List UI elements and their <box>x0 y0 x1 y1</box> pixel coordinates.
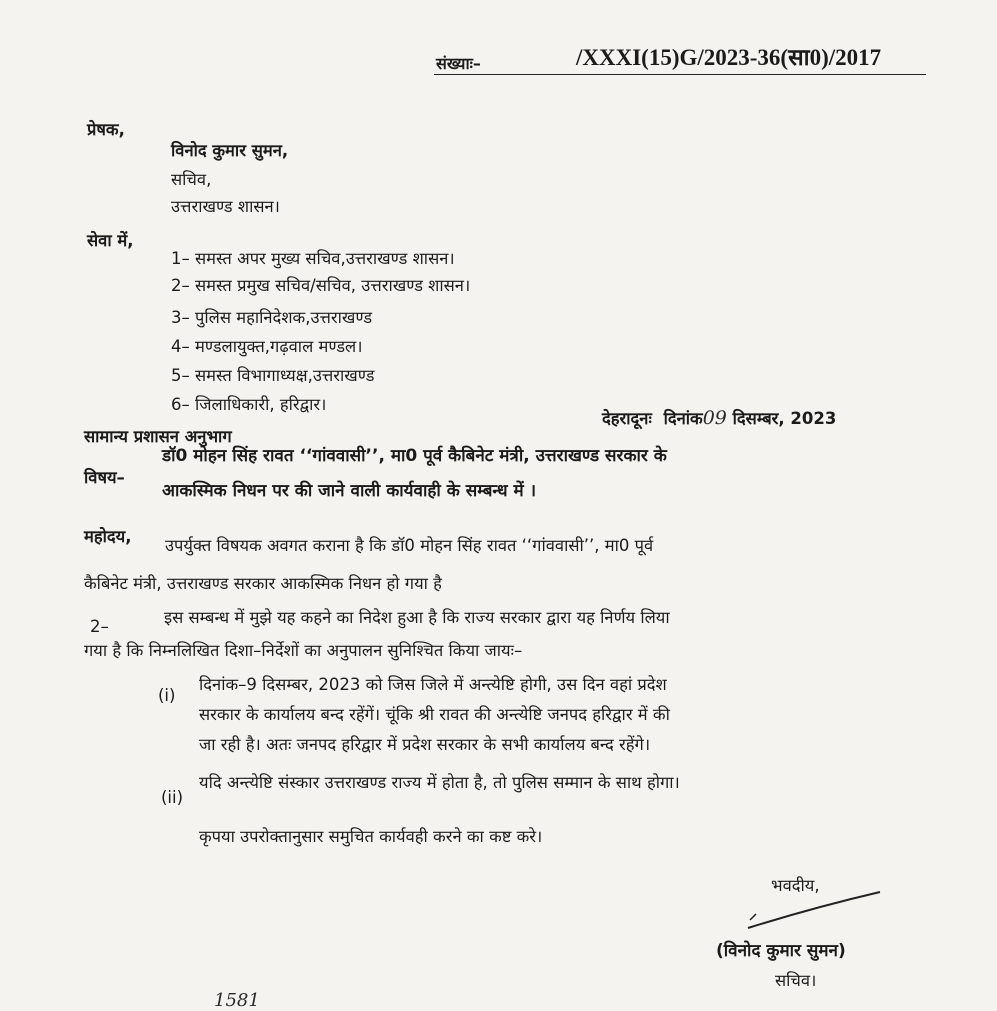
recipient-item: 3– पुलिस महानिदेशक,उत्तराखण्ड <box>171 308 373 327</box>
item2-number: (ii) <box>161 788 184 807</box>
valediction: भवदीय, <box>771 876 820 895</box>
item1-line-3: जा रही है। अतः जनपद हरिद्वार में प्रदेश सरकार के सभी कार्यालय बन्द रहेंगे। <box>199 735 651 754</box>
para2-line-2: गया है कि निम्नलिखित दिशा–निर्देशों का अनुपालन सुनिश्चित किया जायः– <box>84 641 523 660</box>
closing-request: कृपया उपरोक्तानुसार समुचित कार्यवही करने का कष्ट करे। <box>199 827 543 846</box>
sender-office: उत्तराखण्ड शासन। <box>171 197 280 216</box>
signature-scribble <box>730 880 890 940</box>
handwritten-fragment: 1581 <box>214 990 260 1011</box>
date-rest: दिसम्बर, 2023 <box>732 409 837 428</box>
sender-name: विनोद कुमार सुमन, <box>171 141 289 160</box>
para2-line-1: इस सम्बन्ध में मुझे यह कहने का निदेश हुआ है कि राज्य सरकार द्वारा यह निर्णय लिया <box>164 608 670 627</box>
recipient-item: 4– मण्डलायुक्त,गढ़वाल मण्डल। <box>171 337 363 356</box>
sender-designation: सचिव, <box>171 170 212 189</box>
recipients-heading: सेवा में, <box>87 231 134 250</box>
recipient-item: 5– समस्त विभागाध्यक्ष,उत्तराखण्ड <box>171 366 375 385</box>
signatory-name: (विनोद कुमार सुमन) <box>716 941 846 961</box>
section-name: सामान्य प्रशासन अनुभाग <box>84 427 232 446</box>
place: देहरादूनः <box>602 409 652 428</box>
para2-number: 2– <box>90 617 109 636</box>
reference-number: /XXXI(15)G/2023-36(सा0)/2017 <box>576 45 882 70</box>
salutation: महोदय, <box>84 527 132 546</box>
sender-heading: प्रेषक, <box>87 120 125 139</box>
date-label: दिनांक <box>663 409 703 428</box>
subject-line-2: आकस्मिक निधन पर की जाने वाली कार्यवाही के सम्बन्ध में । <box>162 481 537 501</box>
place-date <box>602 406 836 429</box>
recipient-item: 6– जिलाधिकारी, हरिद्वार। <box>171 395 327 414</box>
date-handwritten: 09 <box>702 407 727 429</box>
item1-line-2: सरकार के कार्यालय बन्द रहेंगें। चूंकि श्री रावत की अन्त्येष्टि जनपद हरिद्वार में की <box>199 705 670 724</box>
reference-underline <box>434 74 926 75</box>
reference-label: संख्याः– <box>436 54 481 73</box>
subject-label: विषय– <box>84 468 125 487</box>
recipient-item: 2– समस्त प्रमुख सचिव/सचिव, उत्तराखण्ड शासन। <box>171 276 471 295</box>
item1-line-1: दिनांक–9 दिसम्बर, 2023 को जिस जिले में अन्त्येष्टि होगी, उस दिन वहां प्रदेश <box>199 675 667 694</box>
signatory-designation: सचिव। <box>775 971 817 990</box>
subject-line-1: डॉ0 मोहन सिंह रावत ‘‘गांववासी’’, मा0 पूर्व कैबिनेट मंत्री, उत्तराखण्ड सरकार के <box>162 446 667 466</box>
para1-line-1: उपर्युक्त विषयक अवगत कराना है कि डॉ0 मोहन सिंह रावत ‘‘गांववासी’’, मा0 पूर्व <box>165 536 654 555</box>
recipient-item: 1– समस्त अपर मुख्य सचिव,उत्तराखण्ड शासन। <box>171 249 455 268</box>
item1-number: (i) <box>158 686 176 705</box>
para1-line-2: कैबिनेट मंत्री, उत्तराखण्ड सरकार आकस्मिक निधन हो गया है <box>84 574 442 593</box>
item2-line-1: यदि अन्त्येष्टि संस्कार उत्तराखण्ड राज्य में होता है, तो पुलिस सम्मान के साथ होगा। <box>199 773 680 792</box>
